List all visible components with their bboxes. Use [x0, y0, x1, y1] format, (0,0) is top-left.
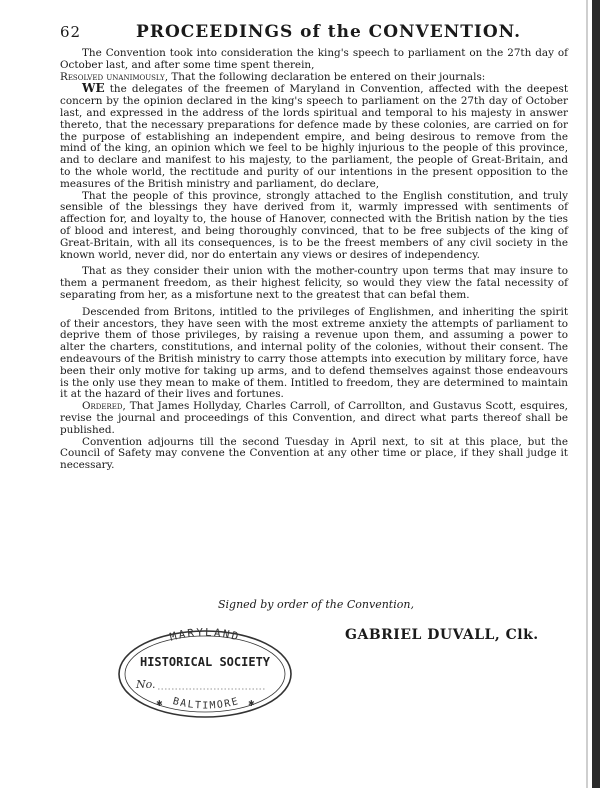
stamp-middle-text: HISTORICAL SOCIETY [139, 655, 271, 669]
stamp-bottom-text: BALTIMORE [171, 695, 241, 712]
page-header [60, 22, 568, 42]
page-title: PROCEEDINGS of the CONVENTION. [136, 22, 522, 42]
stamp-star-right: ✱ [248, 699, 255, 708]
historical-society-stamp [116, 628, 294, 720]
paragraph-attachment: That the people of this province, strongly attached to the English constitution, and truly sensible of the blessings they have derived from it, warmly impressed with sentiments of affection for, and loyalty to, the house of Hanover, connected with the British nation by the ties of blood and interest, and being thoroughly convinced, that to be free subjects of the king of Great-Britain, with all its consequences, is to be the freest members of any civil society in the known world, never did, nor do entertain any views or desires of independency. [60, 189, 568, 261]
paragraph-descended: Descended from Britons, intitled to the privileges of Englishmen, and inheriting the spirit of their ancestors, they have seen with the most extreme anxiety the attempts of parliament to deprive them of those privileges, by raising a revenue upon them, and assuming a power to alter the charters, constitutions, and internal polity of the colonies, without their consent. The endeavours of the British ministry to carry those attempts into execution by military force, have been their only motive for taking up arms, and to defend themselves against those endeavours is the only use they mean to make of them. Intitled to freedom, they are determined to maintain it at the hazard of their lives and fortunes. [60, 305, 568, 401]
signature-name: GABRIEL DUVALL, Clk. [345, 627, 539, 643]
page-number: 62 [60, 23, 82, 41]
stamp-top-text: MARYLAND [168, 628, 242, 644]
paragraph-declaration [60, 83, 568, 190]
paragraph-consideration: The Convention took into consideration the king's speech to parliament on the 27th day of October last, and after some time spent therein, [60, 47, 568, 71]
paragraph-resolved [60, 72, 568, 84]
stamp-star-left: ✱ [156, 699, 163, 708]
ordered-lead: Ordered, [82, 400, 126, 413]
ordered-rest: That James Hollyday, Charles Carroll, of Carrollton, and Gustavus Scott, esquires, revise the journal and proceedings of this Convention, and direct what parts thereof shall be published. [60, 400, 568, 436]
declaration-rest: the delegates of the freemen of Maryland in Convention, affected with the deepest concern by the opinion declared in the king's speech to parliament on the 27th day of October last, and expressed in the address of the lords spiritual and temporal to his majesty in answer thereto, that the necessary preparations for defence made by these colonies, are carried on for the purpose of establishing an independent empire, and being desirous to remove from the mind of the king, an opinion which we feel to be highly injurious to the people of this province, and to declare and manifest to his majesty, to the parliament, the people of Great-Britain, and to the whole world, the rectitude and purity of our intentions in the present opposition to the measures of the British ministry and parliament, do declare, [60, 83, 568, 190]
page-edge [592, 0, 600, 788]
page-edge-shadow [586, 0, 588, 788]
document-page [60, 22, 568, 472]
resolved-lead: Resolved unanimously, [60, 70, 169, 83]
paragraph-adjourns: Convention adjourns till the second Tuesday in April next, to sit at this place, but the Council of Safety may convene the Convention at any other time or place, if they shall judge it necessary. [60, 435, 568, 472]
declaration-lead: WE [82, 81, 105, 96]
resolved-rest: That the following declaration be entered on their journals: [168, 70, 486, 83]
signed-line: Signed by order of the Convention, [218, 598, 414, 611]
paragraph-union: That as they consider their union with the mother-country upon terms that may insure to them a permanent freedom, as their highest felicity, so would they view the fatal necessity of separating from her, as a misfortune next to the greatest that can befal them. [60, 265, 568, 301]
paragraph-ordered [60, 401, 568, 436]
stamp-no-label: No. [136, 678, 156, 691]
